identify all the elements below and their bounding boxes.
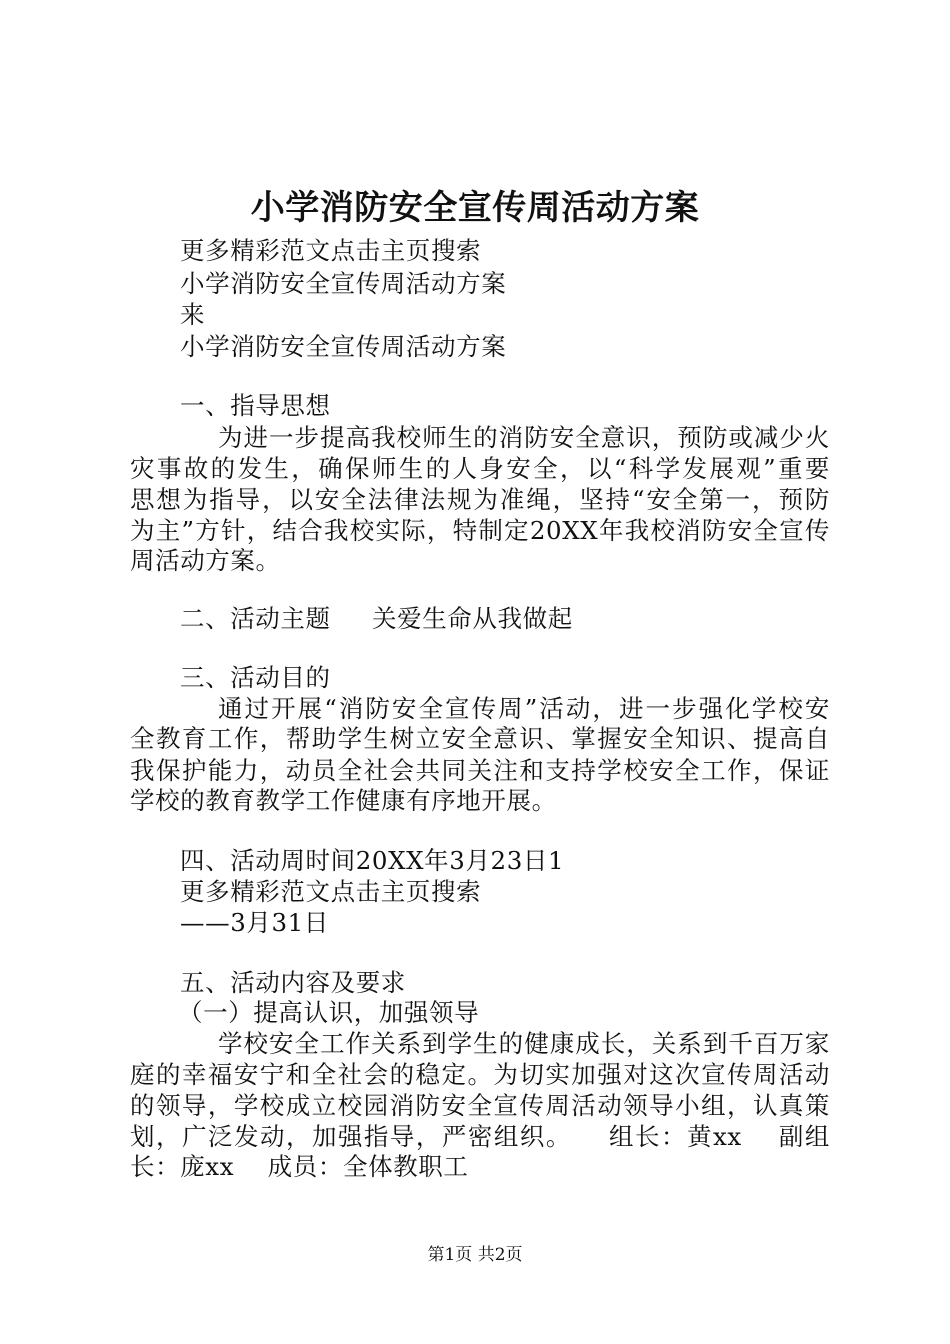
document-title: 小学消防安全宣传周活动方案 [250,188,700,228]
paragraph-line: 划，广泛发动，加强指导，严密组织。 组长：黄xx 副组 [130,1122,830,1151]
paragraph-line: 学校的教育教学工作健康有序地开展。 [130,786,557,815]
paragraph-line: 为主”方针，结合我校实际，特制定20XX年我校消防安全宣传 [130,516,830,545]
paragraph-line: 通过开展“消防安全宣传周”活动，进一步强化学校安 [218,694,830,723]
date-range-end: ——3月31日 [180,908,329,937]
paragraph-line: 周活动方案。 [130,546,281,575]
paragraph-line: 思想为指导，以安全法律法规为准绳，坚持“安全第一，预防 [130,485,830,514]
section-heading: 二、活动主题 [180,604,331,633]
section-heading: 三、活动目的 [180,663,331,692]
paragraph-line: 全教育工作，帮助学生树立安全意识、掌握安全知识、提高自 [130,724,830,753]
paragraph-line: 为进一步提高我校师生的消防安全意识，预防或减少火 [218,423,830,452]
section-heading: 一、指导思想 [180,391,331,420]
header-line: 小学消防安全宣传周活动方案 [180,269,507,298]
paragraph-line: 学校安全工作关系到学生的健康成长，关系到千百万家 [218,1029,830,1058]
paragraph-line: 的领导，学校成立校园消防安全宣传周活动领导小组，认真策 [130,1091,830,1120]
subsection-heading: （一）提高认识，加强领导 [178,998,480,1027]
section-heading: 五、活动内容及要求 [180,968,406,997]
paragraph-line: 庭的幸福安宁和全社会的稳定。为切实加强对这次宣传周活动 [130,1060,830,1089]
paragraph-line: 长：庞xx 成员：全体教职工 [130,1152,469,1181]
paragraph-line: 灾事故的发生，确保师生的人身安全，以“科学发展观”重要 [130,454,830,483]
header-line: 来 [180,300,206,329]
header-line: 更多精彩范文点击主页搜索 [180,236,482,265]
paragraph-line: 我保护能力，动员全社会共同关注和支持学校安全工作，保证 [130,756,830,785]
header-line: 更多精彩范文点击主页搜索 [180,877,482,906]
page-footer: 第1页 共2页 [427,1245,523,1265]
section-heading: 四、活动周时间20XX年3月23日1 [180,846,565,875]
activity-theme: 关爱生命从我做起 [372,604,573,633]
header-line: 小学消防安全宣传周活动方案 [180,332,507,361]
